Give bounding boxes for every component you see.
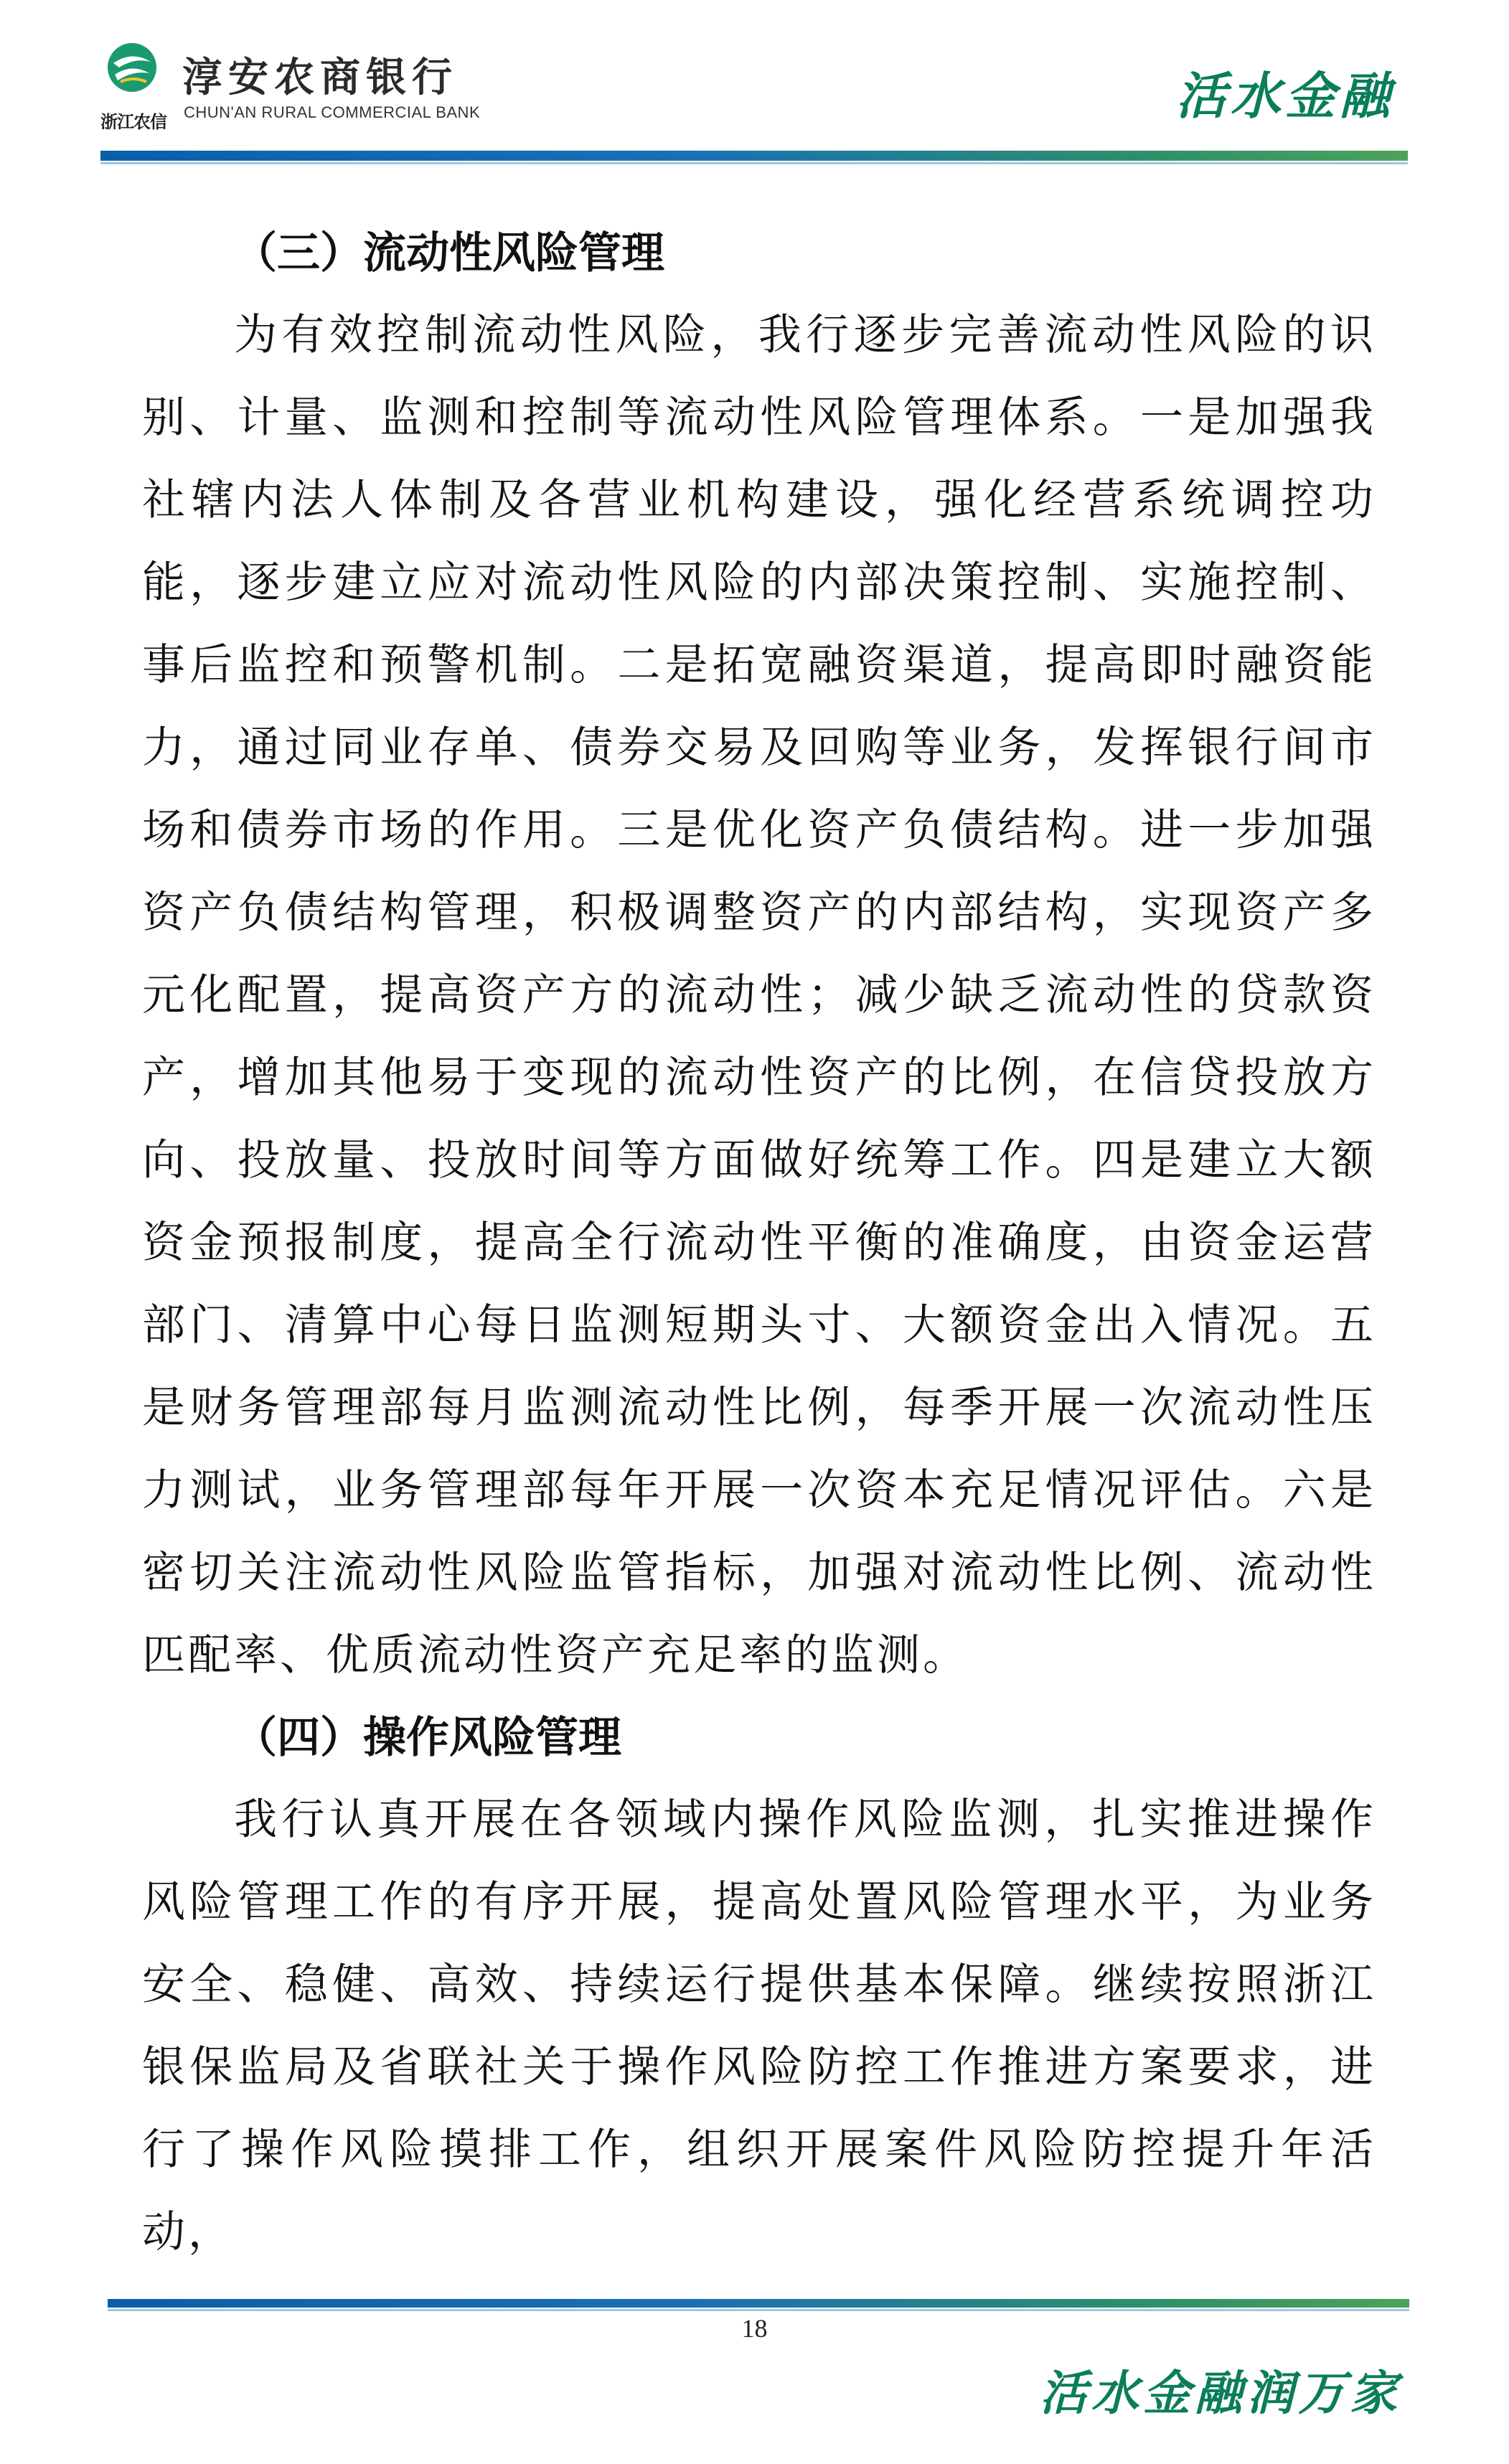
section-paragraph: 我行认真开展在各领域内操作风险监测，扎实推进操作风险管理工作的有序开展，提高处置风险管理水平，为业务安全、稳健、高效、持续运行提供基本保障。继续按照浙江银保监局及省联社关于操作风险防控工作推进方案要求，进行了操作风险摸排工作，组织开展案件风险防控提升年活动， [142, 1795, 1376, 2257]
footer-slogan: 活水金融润万家 [1040, 2365, 1401, 2421]
logo-subtitle: 浙江农信 [100, 112, 166, 132]
section-heading: （三）流动性风险管理 [234, 228, 664, 278]
section-heading: （四）操作风险管理 [234, 1713, 621, 1763]
document-body [142, 212, 1376, 2274]
header-slogan: 活水金融 [1176, 66, 1394, 126]
footer-divider-thin [108, 2309, 1409, 2311]
bank-logo-icon [106, 42, 158, 93]
header-divider [100, 151, 1408, 161]
bank-name: 淳安农商银行 [182, 55, 458, 101]
bank-name-english: CHUN'AN RURAL COMMERCIAL BANK [184, 103, 481, 121]
footer-divider [108, 2299, 1409, 2308]
header-divider-thin [100, 162, 1408, 164]
section-paragraph: 为有效控制流动性风险，我行逐步完善流动性风险的识别、计量、监测和控制等流动性风险管理体系。一是加强我社辖内法人体制及各营业机构建设，强化经营系统调控功能，逐步建立应对流动性风险的内部决策控制、实施控制、事后监控和预警机制。二是拓宽融资渠道，提高即时融资能力，通过同业存单、债券交易及回购等业务，发挥银行间市场和债券市场的作用。三是优化资产负债结构。进一步加强资产负债结构管理，积极调整资产的内部结构，实现资产多元化配置，提高资产方的流动性；减少缺乏流动性的贷款资产，增加其他易于变现的流动性资产的比例，在信贷投放方向、投放量、投放时间等方面做好统筹工作。四是建立大额资金预报制度，提高全行流动性平衡的准确度，由资金运营部门、清算中心每日监测短期头寸、大额资金出入情况。五是财务管理部每月监测流动性比例，每季开展一次流动性压力测试，业务管理部每年开展一次资本充足情况评估。六是密切关注流动性风险监管指标，加强对流动性比例、流动性匹配率、优质流动性资产充足率的监测。 [142, 310, 1376, 1680]
page-number: 18 [741, 2314, 768, 2343]
